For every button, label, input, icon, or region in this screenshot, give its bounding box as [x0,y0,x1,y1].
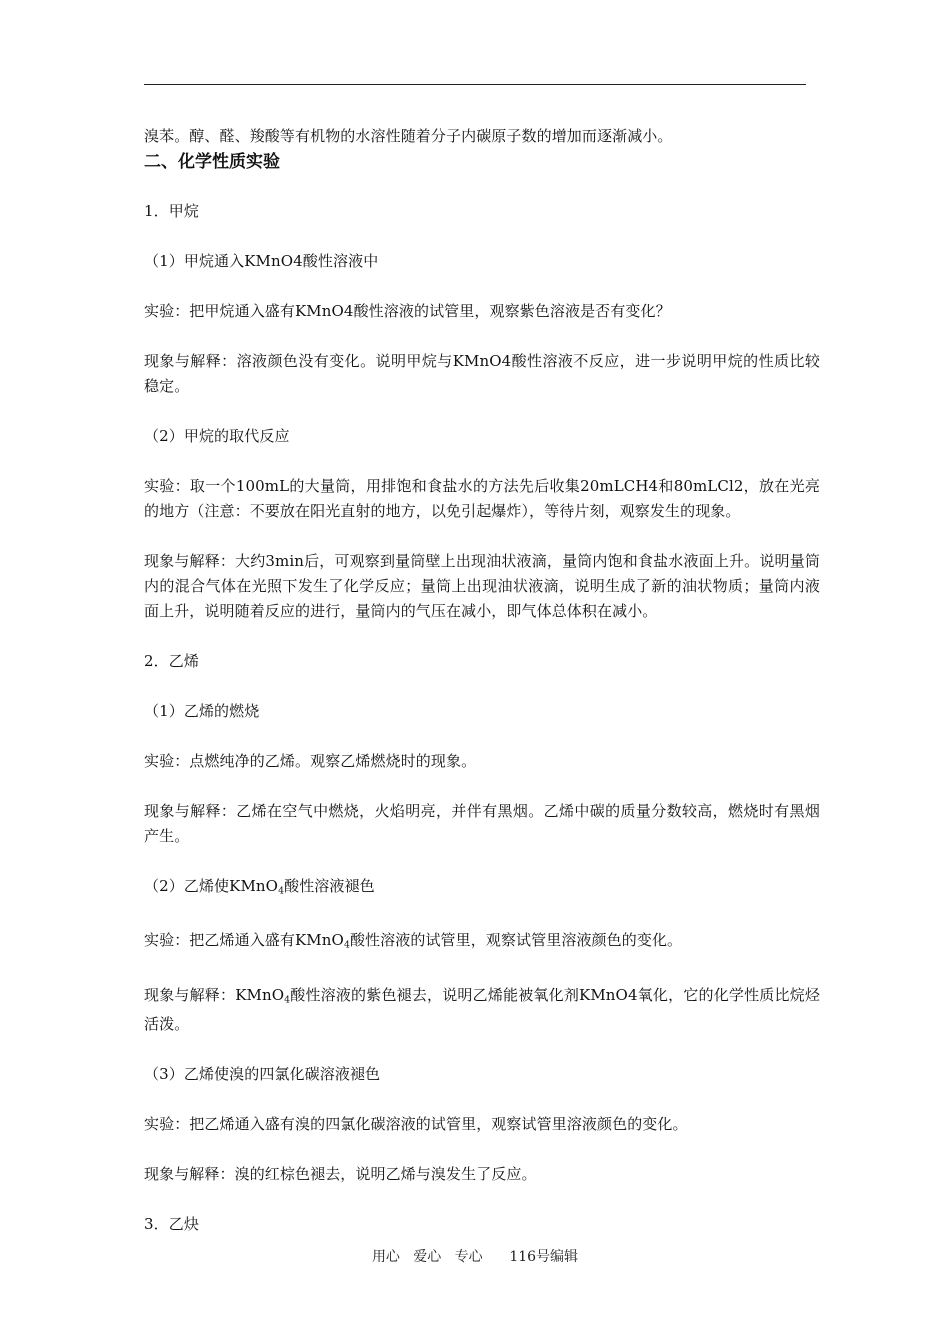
subitem-title-methane-substitution: （2）甲烷的取代反应 [144,427,290,445]
text-segment: 现象与解释：KMnO [144,985,285,1004]
experiment-paragraph: 实验：把甲烷通入盛有KMnO4酸性溶液的试管里，观察紫色溶液是否有变化？ [144,302,671,320]
phenomenon-paragraph: 现象与解释：溶液颜色没有变化。说明甲烷与KMnO4酸性溶液不反应，进一步说明甲烷的性质比较稳定。 [144,352,820,395]
experiment-paragraph: 实验：点燃纯净的乙烯。观察乙烯燃烧时的现象。 [144,752,477,770]
continuation-paragraph: 溴苯。醇、醛、羧酸等有机物的水溶性随着分子内碳原子数的增加而逐渐减小。 [144,127,673,145]
subitem-title-ethylene-combustion: （1）乙烯的燃烧 [144,702,260,720]
item-title-acetylene: 3．乙炔 [144,1214,199,1233]
text-segment: （2）乙烯使KMnO [144,877,279,895]
document-body [144,124,820,1262]
subitem-title-ethylene-kmno4 [144,874,820,903]
phenomenon-paragraph: 现象与解释：乙烯在空气中燃烧，火焰明亮，并伴有黑烟。乙烯中碳的质量分数较高，燃烧时有黑烟产生。 [144,802,820,845]
text-segment: 酸性溶液的试管里，观察试管里溶液颜色的变化。 [349,931,683,950]
item-title-ethylene: 2．乙烯 [144,652,199,670]
section-heading: 二、化学性质实验 [144,152,280,172]
header-rule [144,84,806,85]
text-segment: 酸性溶液褪色 [284,877,375,895]
experiment-paragraph [144,928,820,957]
text-segment: 酸性溶液的紫色褪去，说明乙烯能被氧化剂KMnO4氧化，它的化学性质比烷烃活泼。 [144,985,820,1033]
experiment-paragraph: 实验：取一个100mL的大量筒，用排饱和食盐水的方法先后收集20mLCH4和80mLCl2，放在光亮的地方（注意：不要放在阳光直射的地方，以免引起爆炸），等待片刻，观察发生的现象。 [144,477,820,520]
text-segment: 实验：把乙烯通入盛有KMnO [144,931,344,950]
page-footer: 用心 爱心 专心 116号编辑 [371,1249,579,1265]
phenomenon-paragraph: 现象与解释：大约3min后，可观察到量筒壁上出现油状液滴，量筒内饱和食盐水液面上升。说明量筒内的混合气体在光照下发生了化学反应；量筒上出现油状液滴，说明生成了新的油状物质；量筒内液面上升，说明随着反应的进行，量筒内的气压在减小，即气体总体积在减小。 [144,552,820,620]
subitem-title-ethylene-bromine: （3）乙烯使溴的四氯化碳溶液褪色 [144,1064,381,1083]
phenomenon-paragraph [144,983,820,1037]
phenomenon-paragraph: 现象与解释：溴的红棕色褪去，说明乙烯与溴发生了反应。 [144,1164,537,1183]
subscript: 4 [343,939,350,951]
subscript: 4 [284,993,291,1005]
item-title-methane: 1．甲烷 [144,202,199,220]
subscript: 4 [278,885,285,897]
subitem-title-methane-kmno4: （1）甲烷通入KMnO4酸性溶液中 [144,252,379,270]
experiment-paragraph: 实验：把乙烯通入盛有溴的四氯化碳溶液的试管里，观察试管里溶液颜色的变化。 [144,1114,688,1133]
